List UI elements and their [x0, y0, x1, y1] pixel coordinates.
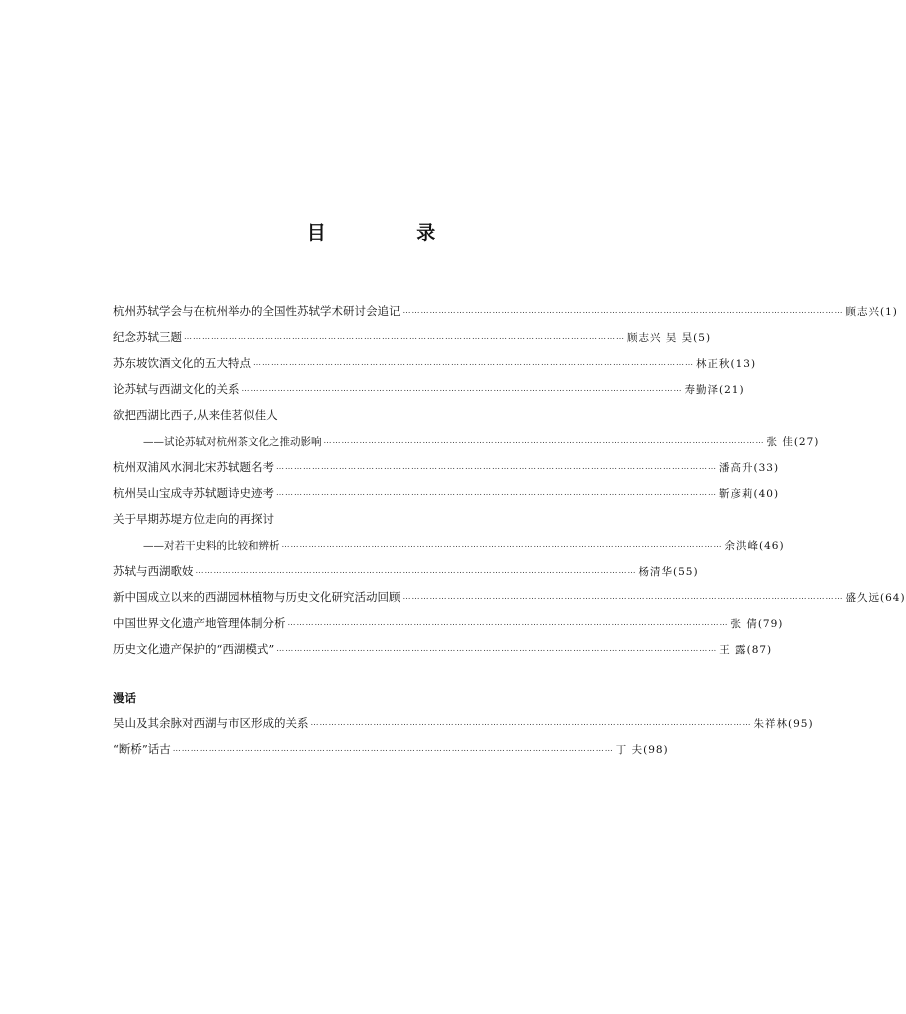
dot-leader: …………………………………………………………………………………………………………………………………	[195, 566, 637, 575]
entry-subtitle: ——对若干史料的比较和辨析	[143, 539, 280, 552]
toc-entry	[113, 740, 669, 758]
entry-title: 关于早期苏堤方位走向的再探讨	[113, 512, 274, 526]
toc-entry	[113, 614, 784, 632]
toc-entry	[113, 484, 780, 502]
entry-author-page: 张 佳(27)	[766, 435, 820, 448]
dot-leader: …………………………………………………………………………………………………………………………………	[241, 384, 683, 393]
entry-author-page: 潘高升(33)	[719, 461, 780, 474]
toc-entry	[113, 328, 712, 346]
toc-entry	[113, 640, 773, 658]
dot-leader: …………………………………………………………………………………………………………………………………	[287, 618, 729, 627]
entry-title: 苏东坡饮酒文化的五大特点	[113, 356, 251, 370]
entry-subtitle: ——试论苏轼对杭州茶文化之推动影响	[143, 435, 322, 448]
toc-entry	[113, 380, 745, 398]
dot-leader: …………………………………………………………………………………………………………………………………	[253, 358, 694, 367]
entry-author-page: 盛久远(64)	[845, 591, 906, 604]
toc-entry	[113, 354, 757, 372]
dot-leader: …………………………………………………………………………………………………………………………………	[323, 436, 765, 445]
entry-title: 纪念苏轼三题	[113, 330, 182, 344]
entry-title: 新中国成立以来的西湖园林植物与历史文化研究活动回顾	[113, 590, 401, 604]
dot-leader: …………………………………………………………………………………………………………………………………	[276, 462, 717, 471]
dot-leader: …………………………………………………………………………………………………………………………………	[172, 744, 614, 753]
entry-title: 欲把西湖比西子,从来佳茗似佳人	[113, 408, 278, 422]
entry-title: 杭州双浦风水洞北宋苏轼题名考	[113, 460, 274, 474]
toc-entry	[113, 458, 780, 476]
entry-author-page: 张 倩(79)	[730, 617, 784, 630]
entry-title: “断桥”话古	[113, 742, 171, 756]
entry-author-page: 余洪峰(46)	[724, 539, 785, 552]
entry-author-page: 朱祥林(95)	[753, 717, 814, 730]
dot-leader: …………………………………………………………………………………………………………………………………	[402, 592, 844, 601]
entry-title: 历史文化遗产保护的“西湖模式”	[113, 642, 275, 656]
toc-entry-main-title	[113, 510, 633, 528]
page-title: 目 录	[306, 222, 478, 244]
entry-title: 杭州苏轼学会与在杭州举办的全国性苏轼学术研讨会追记	[113, 304, 401, 318]
entry-title: 中国世界文化遗产地管理体制分析	[113, 616, 286, 630]
dot-leader: …………………………………………………………………………………………………………………………………	[276, 644, 718, 653]
entry-author-page: 顾志兴 吴 昊(5)	[627, 331, 712, 344]
toc-entry-main-title	[113, 406, 633, 424]
entry-author-page: 寿勤泽(21)	[684, 383, 745, 396]
entry-author-page: 林正秋(13)	[696, 357, 757, 370]
toc-entry	[113, 562, 699, 580]
entry-title: 杭州吴山宝成寺苏轼题诗史迹考	[113, 486, 274, 500]
dot-leader: …………………………………………………………………………………………………………………………………	[402, 306, 844, 315]
entry-author-page: 靳彦莉(40)	[719, 487, 780, 500]
entry-title: 吴山及其余脉对西湖与市区形成的关系	[113, 716, 309, 730]
entry-author-page: 丁 夫(98)	[615, 743, 669, 756]
dot-leader: …………………………………………………………………………………………………………………………………	[310, 718, 752, 727]
entry-author-page: 王 露(87)	[719, 643, 773, 656]
dot-leader: …………………………………………………………………………………………………………………………………	[281, 540, 723, 549]
entry-title: 苏轼与西湖歌妓	[113, 564, 194, 578]
entry-author-page: 杨清华(55)	[638, 565, 699, 578]
section-heading: 漫话	[113, 691, 136, 705]
dot-leader: …………………………………………………………………………………………………………………………………	[276, 488, 717, 497]
toc-entry	[113, 588, 906, 606]
toc-entry	[113, 302, 898, 320]
dot-leader: …………………………………………………………………………………………………………………………………	[184, 332, 625, 341]
entry-author-page: 顾志兴(1)	[845, 305, 898, 318]
entry-title: 论苏轼与西湖文化的关系	[113, 382, 240, 396]
toc-entry-subtitle	[143, 536, 785, 554]
toc-entry	[113, 714, 814, 732]
toc-entry-subtitle	[143, 432, 820, 450]
